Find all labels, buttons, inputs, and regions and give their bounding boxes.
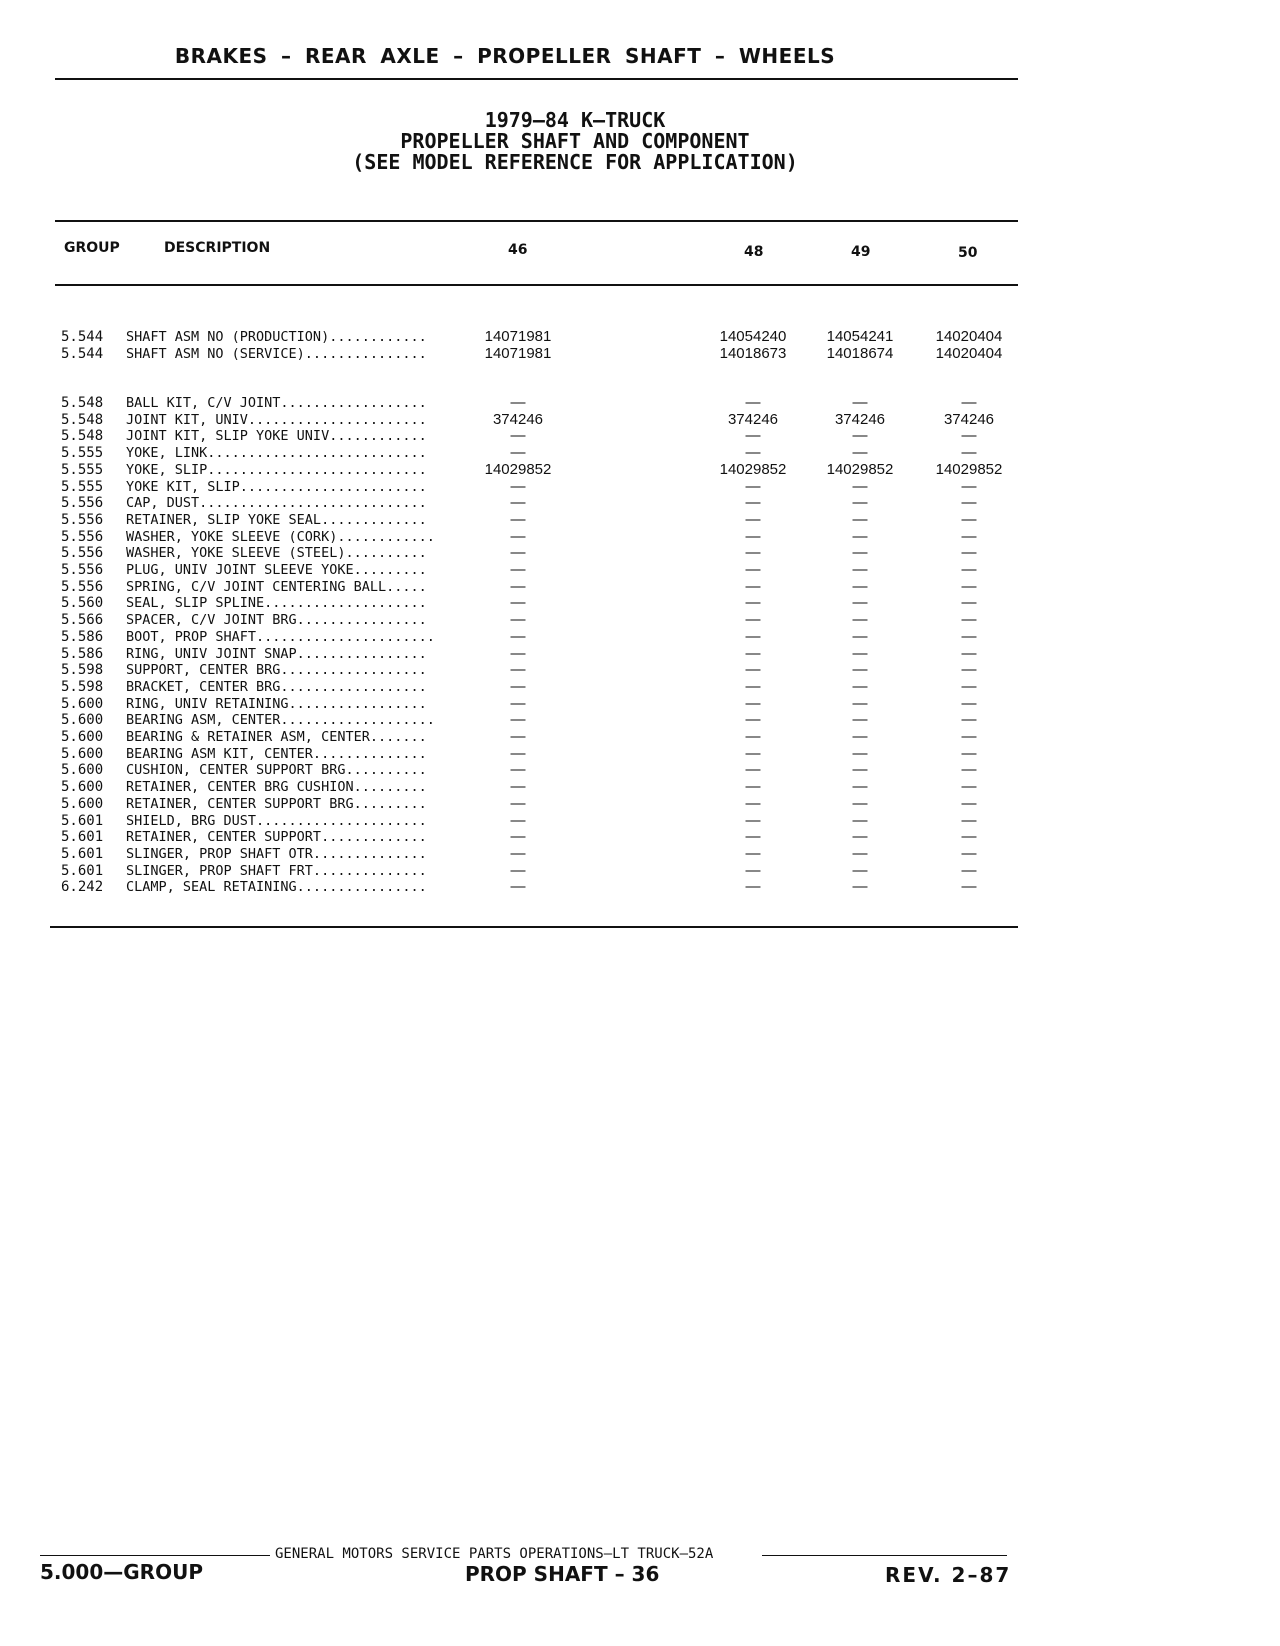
part-number-50: 14029852 — [935, 460, 1003, 478]
group-code: 5.600 — [61, 762, 104, 779]
group-code: 5.600 — [61, 779, 104, 796]
section-header: BRAKES – REAR AXLE – PROPELLER SHAFT – WHEELS — [174, 44, 836, 68]
part-number-46: 374246 — [492, 410, 544, 428]
group-code: 5.548 — [61, 395, 104, 411]
part-number-48: — — [745, 711, 761, 729]
table-row — [0, 646, 1280, 662]
part-number-46: — — [510, 577, 526, 595]
col-header-49: 49 — [851, 244, 871, 260]
table-row — [0, 629, 1280, 645]
part-number-46: — — [510, 761, 526, 779]
table-row — [0, 529, 1280, 545]
part-number-49: — — [852, 861, 868, 879]
part-number-49: — — [852, 828, 868, 846]
part-number-50: — — [961, 811, 977, 829]
part-number-46: — — [510, 611, 526, 629]
doc-title-line3: (SEE MODEL REFERENCE FOR APPLICATION) — [352, 150, 798, 174]
part-number-46: — — [510, 594, 526, 612]
part-number-48: — — [745, 477, 761, 495]
part-number-46: — — [510, 627, 526, 645]
group-code: 5.556 — [61, 562, 104, 578]
part-number-50: — — [961, 677, 977, 695]
table-row — [0, 346, 1280, 362]
group-code: 5.600 — [61, 695, 104, 712]
footer-publisher: GENERAL MOTORS SERVICE PARTS OPERATIONS—LT TRUCK—52A — [275, 1546, 714, 1562]
part-number-46: — — [510, 444, 526, 462]
part-number-48: — — [745, 878, 761, 896]
table-row — [0, 829, 1280, 845]
part-description: BRACKET, CENTER BRG.................. — [126, 678, 427, 695]
part-number-46: 14029852 — [484, 460, 552, 478]
part-number-49: 14018674 — [826, 344, 894, 362]
part-number-50: — — [961, 661, 977, 679]
part-number-49: — — [852, 728, 868, 745]
part-number-50: — — [961, 394, 977, 411]
part-description: SHAFT ASM NO (PRODUCTION)............ — [126, 329, 427, 345]
part-number-50: — — [961, 778, 977, 796]
table-top-rule — [55, 220, 1018, 222]
part-number-50: 14020404 — [935, 328, 1003, 345]
part-number-49: — — [852, 444, 868, 462]
group-code: 5.555 — [61, 445, 104, 462]
part-description: PLUG, UNIV JOINT SLEEVE YOKE......... — [126, 562, 427, 578]
part-number-50: — — [961, 844, 977, 862]
part-number-50: — — [961, 477, 977, 495]
group-code: 5.544 — [61, 345, 104, 362]
part-number-48: — — [745, 527, 761, 545]
table-row — [0, 679, 1280, 695]
part-number-49: — — [852, 577, 868, 595]
part-description: RING, UNIV JOINT SNAP................ — [126, 645, 427, 662]
part-number-46: — — [510, 861, 526, 879]
table-row — [0, 428, 1280, 444]
part-number-50: — — [961, 594, 977, 612]
group-code: 5.555 — [61, 478, 104, 495]
part-number-50: — — [961, 744, 977, 762]
table-row — [0, 879, 1280, 895]
part-number-48: — — [745, 627, 761, 645]
part-description: WASHER, YOKE SLEEVE (STEEL).......... — [126, 545, 427, 562]
col-header-50: 50 — [958, 245, 978, 261]
part-number-50: — — [961, 427, 977, 445]
part-description: RING, UNIV RETAINING................. — [126, 695, 427, 712]
part-description: RETAINER, SLIP YOKE SEAL............. — [126, 511, 427, 528]
part-description: SUPPORT, CENTER BRG.................. — [126, 662, 427, 679]
part-number-48: — — [745, 544, 761, 562]
group-code: 5.600 — [61, 745, 104, 762]
part-number-49: — — [852, 878, 868, 896]
table-row — [0, 462, 1280, 478]
part-number-49: — — [852, 494, 868, 512]
col-header-group: GROUP — [64, 240, 120, 256]
part-number-46: — — [510, 477, 526, 495]
part-number-49: — — [852, 611, 868, 629]
table-row — [0, 729, 1280, 745]
header-rule — [55, 78, 1018, 80]
part-description: YOKE KIT, SLIP....................... — [126, 478, 427, 495]
part-number-50: — — [961, 494, 977, 512]
part-number-46: 14071981 — [484, 328, 552, 345]
part-number-50: — — [961, 694, 977, 712]
table-row — [0, 863, 1280, 879]
table-row — [0, 495, 1280, 511]
part-number-50: — — [961, 527, 977, 545]
footer-revision: REV. 2–87 — [885, 1563, 1012, 1587]
table-row — [0, 512, 1280, 528]
part-description: SLINGER, PROP SHAFT OTR.............. — [126, 845, 427, 862]
part-number-50: — — [961, 510, 977, 528]
part-number-46: — — [510, 744, 526, 762]
part-number-48: — — [745, 594, 761, 612]
part-number-46: — — [510, 844, 526, 862]
part-number-49: — — [852, 427, 868, 445]
part-number-48: — — [745, 394, 761, 411]
table-row — [0, 445, 1280, 461]
table-row — [0, 329, 1280, 345]
group-code: 5.544 — [61, 329, 104, 345]
part-number-49: — — [852, 811, 868, 829]
part-number-49: — — [852, 527, 868, 545]
part-number-46: — — [510, 427, 526, 445]
part-number-46: — — [510, 510, 526, 528]
part-description: BOOT, PROP SHAFT...................... — [126, 628, 435, 645]
part-number-49: — — [852, 627, 868, 645]
part-number-48: — — [745, 761, 761, 779]
part-number-48: 14054240 — [719, 328, 787, 345]
part-description: CAP, DUST............................ — [126, 495, 427, 512]
part-number-50: — — [961, 544, 977, 562]
part-number-50: — — [961, 611, 977, 629]
part-number-49: — — [852, 677, 868, 695]
group-code: 5.556 — [61, 545, 104, 562]
table-row — [0, 779, 1280, 795]
part-number-49: — — [852, 510, 868, 528]
part-number-48: — — [745, 794, 761, 812]
part-number-48: — — [745, 778, 761, 796]
part-description: SPACER, C/V JOINT BRG................ — [126, 612, 427, 629]
part-number-50: — — [961, 794, 977, 812]
part-number-46: 14071981 — [484, 344, 552, 362]
part-number-46: — — [510, 661, 526, 679]
part-number-48: — — [745, 828, 761, 846]
table-row — [0, 813, 1280, 829]
part-number-50: — — [961, 861, 977, 879]
part-number-49: 14029852 — [826, 460, 894, 478]
part-number-49: — — [852, 844, 868, 862]
part-number-50: — — [961, 761, 977, 779]
part-number-46: — — [510, 828, 526, 846]
group-code: 5.560 — [61, 595, 104, 612]
group-code: 5.556 — [61, 511, 104, 528]
part-number-46: — — [510, 694, 526, 712]
part-number-48: 14018673 — [719, 344, 787, 362]
group-code: 5.598 — [61, 662, 104, 679]
part-number-48: — — [745, 561, 761, 578]
part-number-50: — — [961, 627, 977, 645]
doc-title-line1: 1979–84 K–TRUCK — [484, 108, 666, 132]
group-code: 5.601 — [61, 829, 104, 846]
footer-rule-left — [40, 1555, 270, 1556]
part-description: BEARING ASM KIT, CENTER.............. — [126, 745, 427, 762]
part-number-46: — — [510, 878, 526, 896]
group-code: 5.601 — [61, 845, 104, 862]
part-number-46: — — [510, 544, 526, 562]
part-number-50: — — [961, 561, 977, 578]
footer-page: PROP SHAFT – 36 — [465, 1562, 660, 1586]
part-number-46: — — [510, 811, 526, 829]
part-number-49: — — [852, 794, 868, 812]
part-number-49: 14054241 — [826, 328, 894, 345]
group-code: 5.566 — [61, 612, 104, 629]
table-row — [0, 746, 1280, 762]
doc-title-line2: PROPELLER SHAFT AND COMPONENT — [400, 129, 750, 153]
part-number-46: — — [510, 794, 526, 812]
part-number-46: — — [510, 778, 526, 796]
group-code: 5.555 — [61, 461, 104, 478]
col-header-46: 46 — [508, 242, 528, 258]
part-number-48: — — [745, 510, 761, 528]
group-code: 5.586 — [61, 645, 104, 662]
part-number-48: — — [745, 577, 761, 595]
part-number-48: — — [745, 494, 761, 512]
part-number-49: — — [852, 778, 868, 796]
part-description: BEARING & RETAINER ASM, CENTER....... — [126, 729, 427, 745]
part-description: CUSHION, CENTER SUPPORT BRG.......... — [126, 762, 427, 779]
group-code: 5.598 — [61, 678, 104, 695]
part-description: JOINT KIT, SLIP YOKE UNIV............ — [126, 428, 427, 445]
col-header-description: DESCRIPTION — [164, 240, 271, 256]
part-number-46: — — [510, 728, 526, 745]
table-row — [0, 762, 1280, 778]
part-number-48: — — [745, 677, 761, 695]
part-number-49: — — [852, 744, 868, 762]
group-code: 5.586 — [61, 628, 104, 645]
part-number-49: — — [852, 394, 868, 411]
part-number-49: — — [852, 594, 868, 612]
part-number-46: — — [510, 644, 526, 662]
group-code: 6.242 — [61, 879, 104, 896]
part-description: SHIELD, BRG DUST..................... — [126, 812, 427, 829]
part-number-49: — — [852, 711, 868, 729]
part-number-49: — — [852, 661, 868, 679]
table-row — [0, 479, 1280, 495]
part-description: RETAINER, CENTER BRG CUSHION......... — [126, 779, 427, 796]
part-description: RETAINER, CENTER SUPPORT BRG......... — [126, 795, 427, 812]
table-row — [0, 696, 1280, 712]
part-description: SHAFT ASM NO (SERVICE)............... — [126, 345, 427, 362]
part-description: SLINGER, PROP SHAFT FRT.............. — [126, 862, 427, 879]
table-row — [0, 662, 1280, 678]
part-description: CLAMP, SEAL RETAINING................ — [126, 879, 427, 896]
part-number-50: — — [961, 644, 977, 662]
part-number-46: — — [510, 711, 526, 729]
part-number-50: — — [961, 444, 977, 462]
part-number-49: — — [852, 644, 868, 662]
table-bottom-rule — [50, 926, 1018, 928]
part-number-50: — — [961, 711, 977, 729]
part-number-46: — — [510, 677, 526, 695]
table-row — [0, 562, 1280, 578]
group-code: 5.548 — [61, 411, 104, 428]
group-code: 5.600 — [61, 795, 104, 812]
part-number-50: — — [961, 728, 977, 745]
table-row — [0, 712, 1280, 728]
part-number-48: — — [745, 644, 761, 662]
group-code: 5.556 — [61, 495, 104, 512]
table-row — [0, 579, 1280, 595]
part-number-48: — — [745, 694, 761, 712]
part-description: SPRING, C/V JOINT CENTERING BALL..... — [126, 578, 427, 595]
part-number-50: — — [961, 828, 977, 846]
part-number-48: — — [745, 844, 761, 862]
group-code: 5.601 — [61, 812, 104, 829]
part-number-46: — — [510, 494, 526, 512]
part-number-49: 374246 — [834, 410, 886, 428]
group-code: 5.600 — [61, 712, 104, 729]
part-number-48: — — [745, 427, 761, 445]
part-number-48: 374246 — [727, 410, 779, 428]
table-header-rule — [55, 284, 1018, 286]
part-description: SEAL, SLIP SPLINE.................... — [126, 595, 427, 612]
part-number-49: — — [852, 477, 868, 495]
part-description: RETAINER, CENTER SUPPORT............. — [126, 829, 427, 846]
part-number-46: — — [510, 561, 526, 578]
part-number-46: — — [510, 394, 526, 411]
part-description: WASHER, YOKE SLEEVE (CORK)............ — [126, 528, 435, 545]
part-number-49: — — [852, 544, 868, 562]
table-row — [0, 412, 1280, 428]
part-description: BALL KIT, C/V JOINT.................. — [126, 395, 427, 411]
part-number-50: — — [961, 577, 977, 595]
table-row — [0, 796, 1280, 812]
group-code: 5.601 — [61, 862, 104, 879]
part-number-49: — — [852, 561, 868, 578]
part-number-50: 374246 — [943, 410, 995, 428]
part-number-48: — — [745, 661, 761, 679]
part-number-50: 14020404 — [935, 344, 1003, 362]
part-description: BEARING ASM, CENTER................... — [126, 712, 435, 729]
part-number-48: — — [745, 728, 761, 745]
part-description: JOINT KIT, UNIV...................... — [126, 411, 427, 428]
group-code: 5.548 — [61, 428, 104, 445]
table-row — [0, 612, 1280, 628]
part-number-48: — — [745, 444, 761, 462]
part-description: YOKE, LINK........................... — [126, 445, 427, 462]
part-number-48: 14029852 — [719, 460, 787, 478]
part-number-48: — — [745, 744, 761, 762]
part-number-48: — — [745, 861, 761, 879]
footer-group: 5.000—GROUP — [40, 1560, 203, 1584]
table-row — [0, 595, 1280, 611]
group-code: 5.556 — [61, 528, 104, 545]
part-number-49: — — [852, 694, 868, 712]
part-description: YOKE, SLIP........................... — [126, 461, 427, 478]
footer-rule-right — [762, 1555, 1007, 1556]
group-code: 5.600 — [61, 729, 104, 745]
table-row — [0, 395, 1280, 411]
part-number-48: — — [745, 611, 761, 629]
part-number-48: — — [745, 811, 761, 829]
part-number-50: — — [961, 878, 977, 896]
col-header-48: 48 — [744, 244, 764, 260]
part-number-46: — — [510, 527, 526, 545]
table-row — [0, 545, 1280, 561]
group-code: 5.556 — [61, 578, 104, 595]
part-number-49: — — [852, 761, 868, 779]
table-row — [0, 846, 1280, 862]
